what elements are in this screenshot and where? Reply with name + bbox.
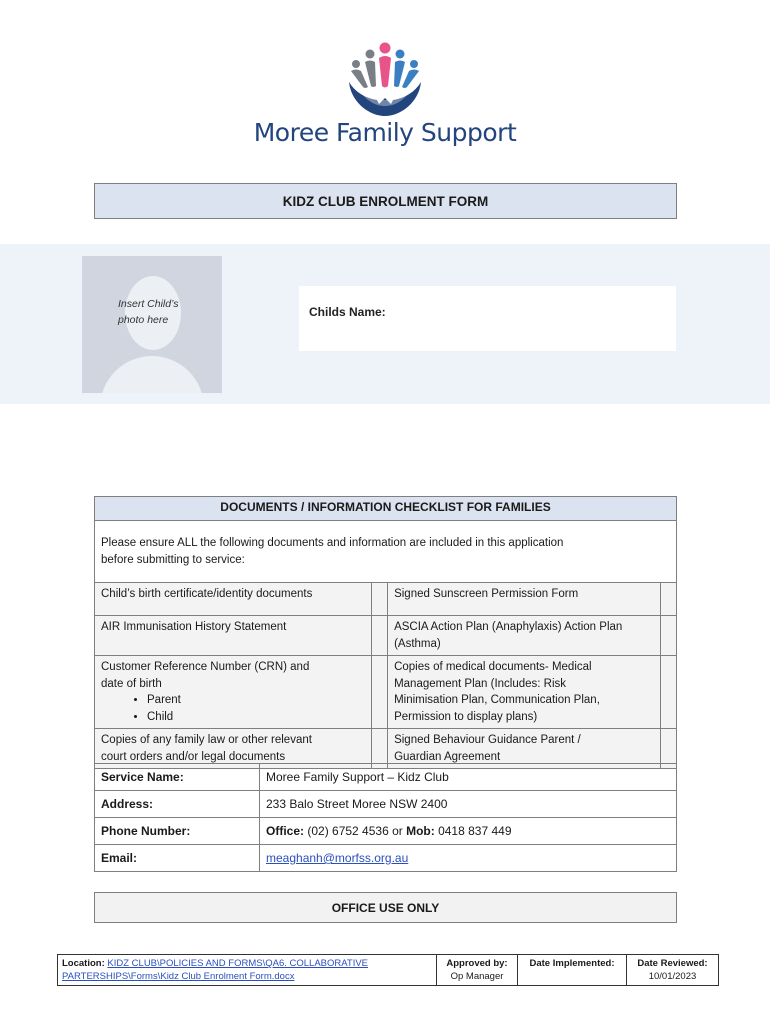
email-value — [260, 845, 677, 872]
footer-implemented: Date Implemented: — [518, 955, 627, 986]
checklist-item: Signed Sunscreen Permission Form — [388, 583, 661, 616]
crn-list — [101, 692, 365, 725]
address-label: Address: — [95, 791, 260, 818]
email-label: Email: — [95, 845, 260, 872]
childs-name-field[interactable] — [299, 286, 676, 351]
list-item: • Parent — [147, 692, 365, 709]
documents-checklist — [94, 496, 677, 769]
childs-name-label: Childs Name: — [309, 305, 386, 319]
office-use-heading: OFFICE USE ONLY — [94, 892, 677, 923]
checklist-item: Copies of any family law or other relevant court orders and/or legal documents — [95, 729, 372, 769]
checklist-intro: Please ensure ALL the following documents and information are included in this application before submitting to service: — [95, 521, 677, 583]
table-row — [95, 764, 677, 791]
avatar-body-icon — [100, 356, 204, 393]
table-row — [95, 845, 677, 872]
checklist-item: Signed Behaviour Guidance Parent / Guardian Agreement — [388, 729, 661, 769]
document-footer — [57, 954, 719, 986]
table-row — [95, 791, 677, 818]
checklist-item: Child’s birth certificate/identity documents — [95, 583, 372, 616]
location-link[interactable]: PARTERSHIPS\Forms\Kidz Club Enrolment Form.docx — [62, 971, 295, 982]
checklist-heading: DOCUMENTS / INFORMATION CHECKLIST FOR FAMILIES — [95, 497, 677, 521]
checkbox[interactable] — [661, 656, 677, 729]
photo-placeholder[interactable] — [82, 256, 222, 393]
footer-location: Location: KIDZ CLUB\POLICIES AND FORMS\QA6. COLLABORATIVE PARTERSHIPS\Forms\Kidz Club Enrolment Form.docx — [58, 955, 437, 986]
service-info-table — [94, 763, 677, 872]
checklist-item: AIR Immunisation History Statement — [95, 616, 372, 656]
address-value: 233 Balo Street Moree NSW 2400 — [260, 791, 677, 818]
checklist-item: Copies of medical documents- Medical Management Plan (Includes: Risk Minimisation Plan, Communication Plan, Permission to display plans) — [388, 656, 661, 729]
photo-caption: Insert Child’s photo here — [118, 298, 179, 326]
list-item: • Child — [147, 709, 365, 726]
checklist-item: Customer Reference Number (CRN) and date of birth • Parent • Child — [95, 656, 372, 729]
checkbox[interactable] — [661, 583, 677, 616]
location-link[interactable]: KIDZ CLUB\POLICIES AND FORMS\QA6. COLLABORATIVE — [107, 958, 369, 969]
checkbox[interactable] — [372, 583, 388, 616]
phone-label: Phone Number: — [95, 818, 260, 845]
footer-reviewed: Date Reviewed: 10/01/2023 — [627, 955, 719, 986]
checklist-item: ASCIA Action Plan (Anaphylaxis) Action Plan (Asthma) — [388, 616, 661, 656]
service-name-value: Moree Family Support – Kidz Club — [260, 764, 677, 791]
checkbox[interactable] — [372, 656, 388, 729]
checkbox[interactable] — [661, 616, 677, 656]
checkbox[interactable] — [372, 616, 388, 656]
table-row — [95, 818, 677, 845]
phone-value: Office: (02) 6752 4536 or Mob: 0418 837 449 — [260, 818, 677, 845]
footer-approved: Approved by: Op Manager — [437, 955, 518, 986]
brand-name: Moree Family Support — [253, 118, 517, 147]
logo-icon — [335, 40, 435, 122]
service-name-label: Service Name: — [95, 764, 260, 791]
email-link[interactable]: meaghanh@morfss.org.au — [266, 851, 409, 865]
form-title: KIDZ CLUB ENROLMENT FORM — [94, 183, 677, 219]
